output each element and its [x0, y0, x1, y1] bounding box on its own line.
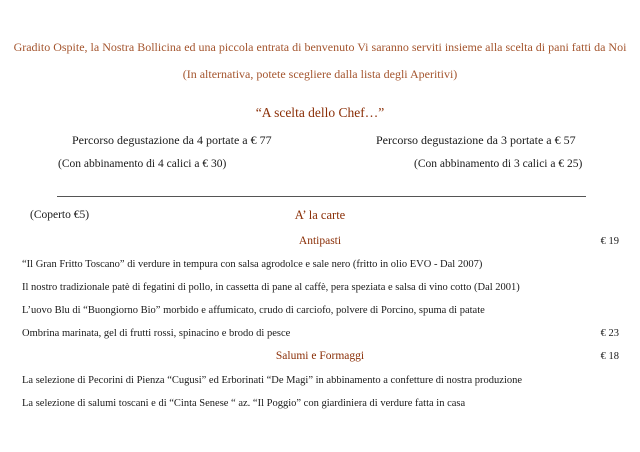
- antipasti-price: € 19: [600, 236, 619, 247]
- antipasti-heading: Antipasti: [298, 235, 342, 247]
- menu-item: Il nostro tradizionale patè di fegatini di pollo, in cassetta di pane al caffè, pera speziata e salsa di vino cotto (Dal 2001): [22, 282, 520, 293]
- intro-line-2: (In alternativa, potete scegliere dalla lista degli Aperitivi): [182, 67, 458, 81]
- tasting-menu-4-courses: Percorso degustazione da 4 portate a € 77: [72, 133, 272, 147]
- section-divider: [57, 196, 586, 197]
- a-la-carte-title: A’ la carte: [294, 208, 346, 222]
- salumi-price: € 18: [600, 351, 619, 362]
- menu-item: La selezione di salumi toscani e di “Cinta Senese “ az. “Il Poggio” con giardiniera di verdure fatta in casa: [22, 398, 466, 409]
- tasting-menu-3-courses: Percorso degustazione da 3 portate a € 57: [376, 133, 576, 147]
- menu-item: Ombrina marinata, gel di frutti rossi, spinacino e brodo di pesce: [22, 328, 291, 339]
- cover-charge: (Coperto €5): [30, 209, 90, 221]
- wine-pairing-3: (Con abbinamento di 3 calici a € 25): [414, 158, 583, 170]
- wine-pairing-4: (Con abbinamento di 4 calici a € 30): [58, 158, 227, 170]
- salumi-formaggi-heading: Salumi e Formaggi: [275, 350, 365, 362]
- menu-item: La selezione di Pecorini di Pienza “Cugusi” ed Erborinati “De Magi” in abbinamento a confetture di nostra produzione: [22, 375, 523, 386]
- intro-line-1: Gradito Ospite, la Nostra Bollicina ed una piccola entrata di benvenuto Vi saranno serviti insieme alla scelta di pani fatti da Noi: [13, 40, 627, 54]
- chef-choice-title: “A scelta dello Chef…”: [255, 105, 385, 120]
- menu-item: L’uovo Blu di “Buongiorno Bio” morbido e affumicato, crudo di carciofo, polvere di Porcino, spuma di patate: [22, 305, 485, 316]
- menu-item: “Il Gran Fritto Toscano” di verdure in tempura con salsa agrodolce e sale nero (fritto in olio EVO - Dal 2007): [22, 259, 483, 270]
- ombrina-price: € 23: [600, 328, 619, 339]
